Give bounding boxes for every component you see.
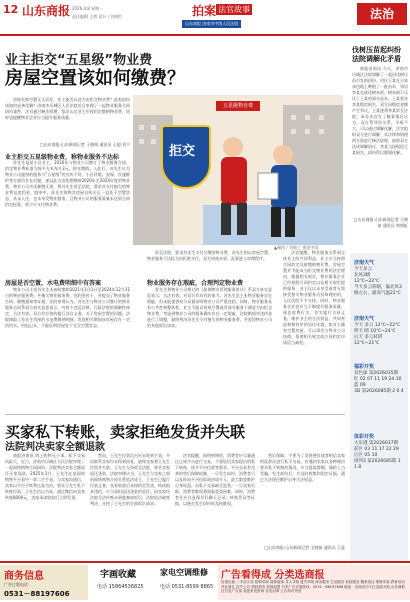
main-body-col3-text: 法官提醒，物业服务关系到全体业主的共同利益，业主应当按照合同约定及时缴纳物业费，房屋空置并不能成为拒交物业费的法定理由。根据相关规定，物业服务企业已经按照合同约定以及相关规定提供服务，业主仅以未享受或者无需接受相关物业服务为抗辩理由的，人民法院不予支持。同时，物业服务企业也应当不断提升服务质量，规范收费行为，切实履行合同义务，维护业主的合法权益，共同营造和谐有序的居住环境。如业主确有空置房屋，可以事先与物业公司协商，依照相关规定或合同约定申请适当减免。 bbox=[283, 250, 345, 345]
ad-business-sub: 广告订版电话 bbox=[4, 582, 28, 587]
story2-headline: 买家私下转账，卖家拒绝发货并失联 bbox=[5, 423, 246, 441]
column-logo-bar: 山东商报 济南市中级人民法院 bbox=[182, 20, 241, 28]
lottery-line: 前区 03 11 17 22 29 bbox=[354, 447, 399, 452]
ad-business-phone: 0531－88197606 bbox=[4, 590, 70, 598]
main-body-col2a-text: 诉至法院，要求苏先生支付欠缴的物业费，苏先生则以房屋空置、物业服务不达标为由拒绝支付，双方协商未果，此案进入审理程序。 bbox=[147, 250, 272, 261]
paper-title: 山东商报 bbox=[22, 4, 71, 18]
main-byline: □山东商报·山东新闻记者 王晓萌 通讯员 王超 刘宁 bbox=[39, 142, 130, 147]
sports-lottery-block bbox=[354, 433, 404, 471]
main-body-col2b-text: 苏先生和物业公司签订的《前期物业管理服务协议》系双方真实意思表示，合法有效，对双方均具有约束力。苏先生虽主张物业服务存在瑕疵，但未能提供充分证据证明物业公司严重违约。同时，物业服务具有公共性和整体性，业主不能以房屋空置或对部分服务不满意为由拒交物业费。考虑到物业公司的服务确实存在一定瑕疵，法院酌情对违约金进行了调整，最终判决苏先生支付拖欠的物业服务费，并驳回物业公司的其他诉讼请求。 bbox=[147, 287, 272, 328]
main-body-col1a-text: 苏先生是某小区业主，2016年与物业公司签订了物业服务合同，约定物业费标准为每平方米每月3元，按年缴纳。入住后，苏先生认为物业公司提供的服务与“五星级”的宣传不符，小区环境、安保、设施维护等方面均存在问题，遂以此为由拒绝缴纳2020年至2024年度的物业费。物业公司多次催缴无果，将苏先生诉至法院，要求其支付拖欠的物业费及违约金。庭审中，苏先生辩称其房屋自购买后一直处于空置状态，从未入住，也未享受物业服务，且物业公司的服务质量未达到合同约定标准，故不应支付物业费。 bbox=[5, 160, 130, 207]
weather-today: 今天多云 bbox=[354, 267, 372, 272]
main-headline: 房屋空置该如何缴费？ bbox=[5, 68, 185, 89]
story2-subheadline: 法院判决卖家全额退款 bbox=[5, 442, 105, 453]
ad-classified-title: 广告看得成 分类选商报 bbox=[221, 570, 325, 581]
weather-title: 济南天气 bbox=[354, 260, 375, 266]
sports-lottery-title: 体彩开奖 bbox=[354, 434, 375, 440]
subhead-1: 业主拒交五星级物业费，称物业服务不达标 bbox=[5, 154, 120, 161]
story2-byline: □山东商报·山东新闻记者 王晓萌 通讯员 王蕊 bbox=[264, 545, 345, 550]
weather-temp: 12℃~22℃ bbox=[354, 279, 380, 284]
lottery-line: 双色球 第2026035期 bbox=[354, 371, 398, 376]
lottery-line: 3D 第2026085期 2 0 4 bbox=[354, 389, 404, 394]
forecast-title: 济南天气 bbox=[354, 316, 375, 322]
ad-repair-title: 家电空调维修 bbox=[160, 568, 208, 577]
section-badge: 法治 bbox=[357, 3, 407, 25]
weather-block bbox=[354, 259, 404, 297]
column-logo-main: 拍案 bbox=[192, 4, 217, 18]
ad-classified bbox=[218, 565, 410, 600]
main-headline-kicker: 业主拒交“五星级”物业费 bbox=[5, 53, 153, 68]
story2-col1 bbox=[5, 453, 85, 557]
story2-col3 bbox=[175, 453, 255, 557]
weather-wind: 北风3级 bbox=[354, 273, 371, 278]
side-byline: □山东商报·山东新闻记者 王晓萌 通讯员 黄相虹 bbox=[353, 217, 408, 228]
forecast-line: 明天 晴 10℃~24℃ bbox=[354, 329, 396, 334]
story2-col1-text: 商报济南讯 线上购物无小事，私下交易风险大。近日，济南市历城区人民法院审理了一起网络购物合同纠纷，法院判决卖家全额退还买家货款。2025年3月，王先生在某网络购物平台看中一款二手手表，与卖家沟通后，卖家以平台手续费过高为由，要求王先生私下转账付款。王先生信以为真，通过微信向卖家转账8000元，卖家承诺收款后立即发货。 bbox=[5, 453, 85, 500]
ad-business-info bbox=[0, 565, 88, 600]
illustration-caption: ▲制图 / 刘新之 视觉中国 bbox=[274, 245, 319, 250]
welfare-lottery-block bbox=[354, 363, 404, 395]
refuse-word: 拒交 bbox=[169, 144, 196, 159]
main-body-col2b bbox=[147, 287, 272, 407]
story2-col3-text: 法官提醒，网络购物时，消费者应尽量通过正规平台进行交易，不要轻信卖家提出的私下转账、绕开平台付款等要求。平台交易有完善的售后保障机制，一旦发生纠纷，消费者可以及时向平台投诉或申请介入，最大限度维护自身权益。而私下交易缺乏监管，一旦卖家失联，消费者维权将面临重重困难。同时，消费者还应注意保存好聊天记录、转账凭证等证据，以便在发生纠纷时及时维权。 bbox=[175, 453, 255, 506]
lottery-line: 大乐透 第2026037期 bbox=[354, 441, 398, 446]
column-logo-sub: 法官故事 bbox=[218, 5, 250, 14]
main-body-col3 bbox=[283, 250, 345, 407]
five-star-sign: 五星级物业费 bbox=[216, 101, 260, 111]
story2-col2 bbox=[90, 453, 170, 557]
subhead-2: 房屋是否空置，水电费明细中有答案 bbox=[5, 280, 102, 287]
main-body-col1b bbox=[5, 287, 130, 407]
lottery-line: 蓝 09 bbox=[354, 383, 366, 388]
forecast-line: 今天 多云 12℃~22℃ bbox=[354, 323, 401, 328]
info-panel bbox=[350, 253, 408, 561]
ad-divider bbox=[0, 561, 410, 563]
main-lead-text: 房屋长期空置无人居住，业主能否以此为由拒交物业费？此类纠纷该如何妥善化解？济南市历城区人民法院近日审理了一起物业服务合同纠纷案件，法官通过释法明理，依法认定业主应按约定缴纳物业费，同时也提醒物业企业应当提升服务质量。 bbox=[5, 97, 130, 120]
side-headline: 伐树压苗起纠纷 法院调解化矛盾 bbox=[352, 46, 401, 63]
main-body-col2a bbox=[147, 250, 272, 274]
main-body-col1a bbox=[5, 160, 130, 274]
ad-business-title: 商务信息 bbox=[4, 571, 44, 582]
ad-classified-text: 房屋出租 二手房买卖 招聘求职 装修装饰 寻人寻物 遗失声明 商务服务 生活服务 家政服务 搬家清洁 维修安装 教育培训 开业典礼 挂失公告 债权债务 招商加盟 分类广告订版热线：0531－88197606 地址：济南市历下区泺源大街 山东商报社分类广告部 欢迎来电咨询 各类启事 公告均可刊登 bbox=[221, 580, 405, 594]
ad-calligraphy-title: 字画收藏 bbox=[100, 570, 137, 580]
main-body-col1b-text: 物业公司主张苏先生未按时缴纳2021年1月1日至2024年12月31日的物业服务费，共拖欠物业服务费、违约金若干，并提交了物业服务合同、催缴通知等证据。法院审理认为，苏先生与物业公司签订的物业服务合同系双方真实意思表示，内容不违反法律、行政法规的强制性规定，合法有效，双方均应按约履行各自义务。关于房屋空置的问题，法院调取了苏先生房屋的水电费缴纳明细，发现相关期间该房屋存在一定的用水、用电记录，不能证明房屋处于完全空置状态。 bbox=[5, 287, 130, 328]
ad-calligraphy-phone: 电话 15864536825 bbox=[97, 584, 144, 590]
section-divider bbox=[5, 414, 345, 415]
issue-date: 2026.4.8 星期一 bbox=[72, 6, 104, 11]
lottery-line: 红 02 07 11 19 24 30 bbox=[354, 377, 402, 382]
side-body-text: 商报济南讯 今天，济南市历城区法院调解了一起因伐树压苗引发的纠纷。村民王某在自家承包地上种植了一批苗木，邻居李某在砍伐树木时，树木倒下压坏了王某的部分苗木。王某要求李某赔偿损失，双方因赔偿金额产生争议，王某遂将李某诉至法院。承办法官在了解案情后认为，双方系邻里关系，矛盾不大，可以通过调解化解。法官组织双方进行调解，从法律和情理两方面进行释法说理，最终双方达成调解协议，李某当场赔偿王某损失，纠纷得以圆满化解。 bbox=[352, 66, 408, 155]
story2-col2-text: 然而，王先生付款后迟迟未收到手表，多次联系卖家均未得到回复，最终卖家将王先生拉黑并失联。王先生无奈诉至法院，要求卖家退还货款。法院审理认为，王先生与卖家之间的网络购物合同关系依法成立，王先生已履行付款义务，卖家收款后未按约定发货，构成根本违约，应当承担返还货款的责任。因卖家经法院合法传唤未到庭参加诉讼，法院依法缺席判决，支持了王先生的全部诉讼请求。 bbox=[90, 453, 170, 506]
side-body bbox=[352, 66, 408, 214]
lottery-line: 排列3 第2026085期 1 1 8 bbox=[354, 459, 401, 470]
column-logo bbox=[178, 2, 256, 32]
story2-col4 bbox=[260, 453, 345, 541]
story2-col4-text: 售后保障，不要为了贪图便宜或者相信卖家的说辞而进行私下交易。若遇到卖家以各种理由要求私下转账的情况，应当提高警惕，谨防上当受骗。发生纠纷后，应及时收集和固定证据，通过合法途径维护自身合法权益。 bbox=[260, 453, 345, 482]
main-lead bbox=[5, 97, 130, 141]
subhead-3: 物业服务存在瑕疵，合理判定物业费 bbox=[147, 280, 244, 287]
weather-line: 今天多云转晴，偏北风3级左右，最高气温22℃ bbox=[354, 285, 402, 296]
ad-calligraphy bbox=[92, 565, 152, 600]
page-header bbox=[0, 0, 410, 36]
forecast-line: 后天 多云转阴 12℃~21℃ bbox=[354, 335, 383, 346]
ad-appliance-repair bbox=[154, 565, 216, 600]
ad-repair-phone: 电话 0531-8599 8865 bbox=[160, 584, 214, 590]
illustration bbox=[133, 95, 343, 245]
forecast-block bbox=[354, 315, 404, 347]
page-number: 12 bbox=[3, 3, 19, 16]
lottery-line: 后区 05 10 bbox=[354, 453, 378, 458]
editor-credit: 责任编辑 王茜 设计 / 苏晓红 bbox=[72, 14, 123, 19]
welfare-lottery-title: 福彩开奖 bbox=[354, 364, 375, 370]
